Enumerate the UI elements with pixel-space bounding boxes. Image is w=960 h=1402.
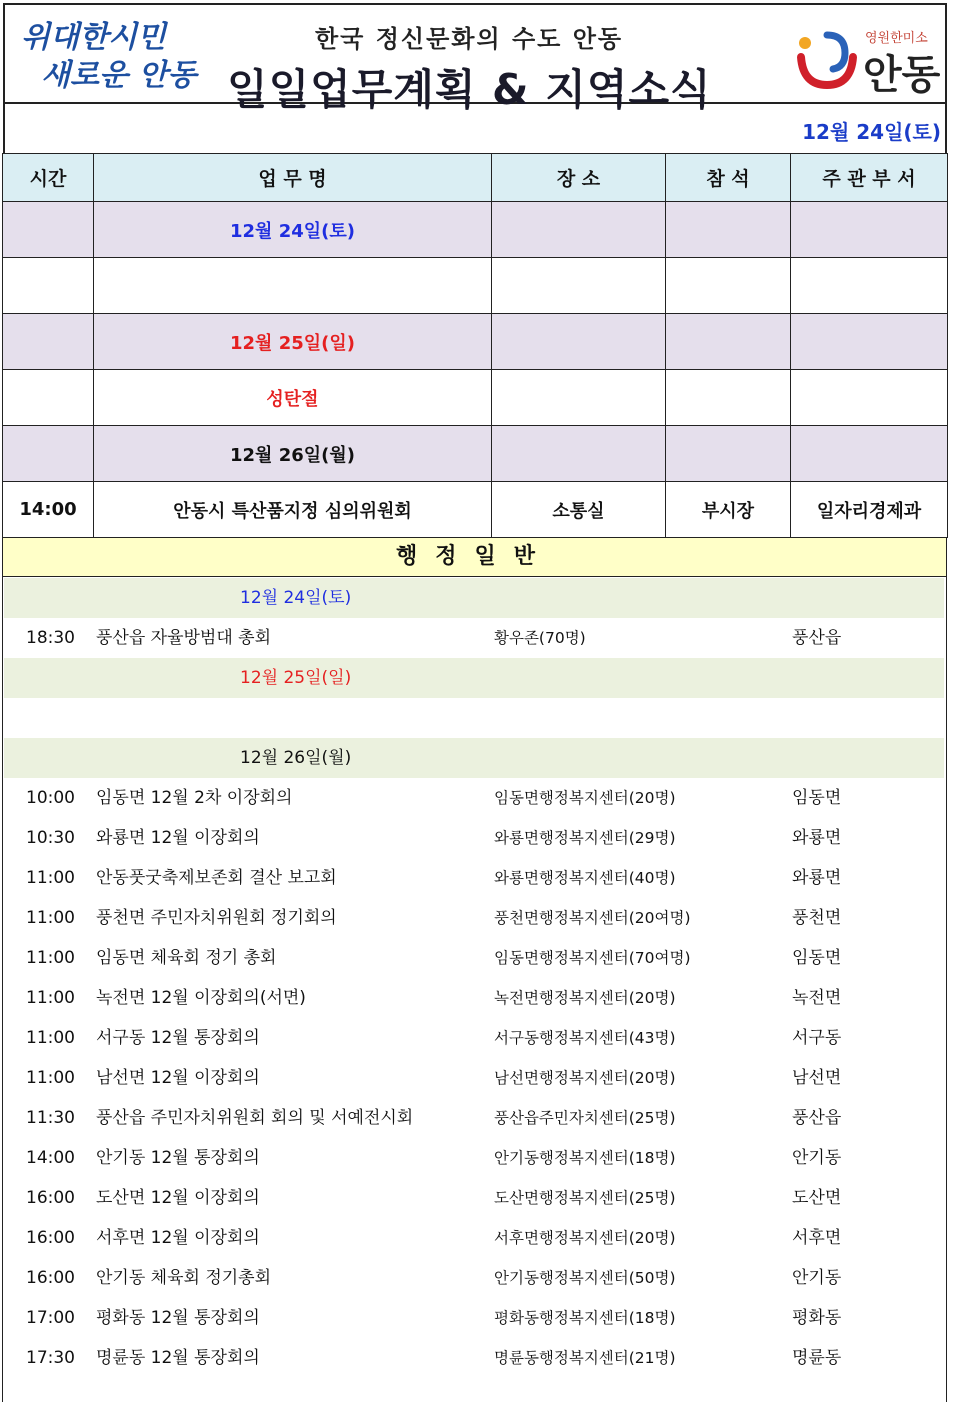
slogan-line-1: 위대한시민: [21, 20, 166, 55]
date-label: 12월 25일(일): [240, 668, 352, 688]
item-title: 평화동 12월 통장회의: [96, 1308, 260, 1328]
item-title: 서구동 12월 통장회의: [96, 1028, 260, 1048]
cell-time: 14:00: [3, 482, 94, 538]
item-time: 16:00: [26, 1188, 75, 1208]
cell-department: 일자리경제과: [791, 482, 948, 538]
table-row: [3, 426, 948, 482]
cell-time: [3, 314, 94, 370]
item-title: 안동풋굿축제보존회 결산 보고회: [96, 868, 337, 888]
cell-department: [791, 426, 948, 482]
item-place: 명륜동행정복지센터(21명): [494, 1349, 676, 1367]
cell-department: [791, 202, 948, 258]
list-item: [4, 938, 944, 978]
table-row: [3, 370, 948, 426]
cell-task: [94, 258, 492, 314]
item-title: 안기동 12월 통장회의: [96, 1148, 260, 1168]
cell-time: [3, 426, 94, 482]
item-title: 임동면 체육회 정기 총회: [96, 948, 277, 968]
item-title: 서후면 12월 이장회의: [96, 1228, 260, 1248]
cell-date-heading: 12월 24일(토): [94, 202, 492, 258]
item-title: 남선면 12월 이장회의: [96, 1068, 260, 1088]
item-title: 녹전면 12월 이장회의(서면): [96, 988, 306, 1008]
list-item: [4, 1138, 944, 1178]
item-department: 남선면: [792, 1068, 842, 1088]
cell-place: [492, 426, 666, 482]
item-place: 도산면행정복지센터(25명): [494, 1189, 676, 1207]
cell-attendee: [666, 370, 791, 426]
cell-department: [791, 314, 948, 370]
item-department: 안기동: [792, 1268, 842, 1288]
item-place: 녹전면행정복지센터(20명): [494, 989, 676, 1007]
item-place: 평화동행정복지센터(18명): [494, 1309, 676, 1327]
cell-place: [492, 370, 666, 426]
item-place: 서구동행정복지센터(43명): [494, 1029, 676, 1047]
item-department: 평화동: [792, 1308, 842, 1328]
cell-time: [3, 202, 94, 258]
cell-attendee: [666, 426, 791, 482]
item-title: 임동면 12월 2차 이장회의: [96, 788, 293, 808]
header-banner: [3, 3, 947, 114]
item-department: 풍천면: [792, 908, 842, 928]
date-label: 12월 26일(월): [240, 748, 352, 768]
cell-department: [791, 370, 948, 426]
item-place: 안기동행정복지센터(18명): [494, 1149, 676, 1167]
cell-attendee: [666, 258, 791, 314]
item-department: 서후면: [792, 1228, 842, 1248]
item-time: 16:00: [26, 1268, 75, 1288]
logo-name: 안동: [863, 52, 941, 98]
item-department: 도산면: [792, 1188, 842, 1208]
item-time: 11:00: [26, 988, 75, 1008]
item-time: 10:30: [26, 828, 75, 848]
item-place: 와룡면행정복지센터(29명): [494, 829, 676, 847]
slogan-line-2: 새로운 안동: [41, 58, 197, 93]
cell-time: [3, 370, 94, 426]
list-item: [4, 1298, 944, 1338]
date-label: 12월 24일(토): [240, 588, 352, 608]
item-department: 풍산읍: [792, 1108, 842, 1128]
cell-task: 안동시 특산품지정 심의위원회: [94, 482, 492, 538]
list-item: [4, 618, 944, 658]
list-item: [4, 858, 944, 898]
list-item: [4, 1098, 944, 1138]
item-department: 녹전면: [792, 988, 842, 1008]
cell-place: [492, 258, 666, 314]
item-place: 황우존(70명): [494, 629, 586, 647]
column-header-attendee: 참 석: [666, 154, 791, 202]
item-department: 서구동: [792, 1028, 842, 1048]
item-place: 풍산읍주민자치센터(25명): [494, 1109, 676, 1127]
document-date-line: [3, 104, 947, 153]
city-slogan: [21, 19, 201, 99]
cell-attendee: [666, 314, 791, 370]
item-title: 도산면 12월 이장회의: [96, 1188, 260, 1208]
item-title: 풍산읍 주민자치위원회 회의 및 서예전시회: [96, 1108, 414, 1128]
andong-logo: [793, 23, 943, 98]
cell-place: 소통실: [492, 482, 666, 538]
cell-attendee: 부시장: [666, 482, 791, 538]
logo-tagline: 영원한미소: [865, 31, 928, 46]
column-header-place: 장 소: [492, 154, 666, 202]
item-title: 와룡면 12월 이장회의: [96, 828, 260, 848]
list-item: [4, 1018, 944, 1058]
list-item: [4, 1258, 944, 1298]
cell-holiday: 성탄절: [94, 370, 492, 426]
andong-smile-icon: [793, 23, 863, 93]
item-place: 서후면행정복지센터(20명): [494, 1229, 676, 1247]
date-band: [4, 738, 944, 778]
item-place: 안기동행정복지센터(50명): [494, 1269, 676, 1287]
item-time: 11:30: [26, 1108, 75, 1128]
table-row: [3, 258, 948, 314]
item-time: 11:00: [26, 1028, 75, 1048]
cell-attendee: [666, 202, 791, 258]
item-place: 와룡면행정복지센터(40명): [494, 869, 676, 887]
item-title: 안기동 체육회 정기총회: [96, 1268, 272, 1288]
list-item: [4, 898, 944, 938]
page-title: 일일업무계획 & 지역소식: [227, 65, 712, 114]
list-item: [4, 978, 944, 1018]
item-department: 와룡면: [792, 868, 842, 888]
cell-place: [492, 314, 666, 370]
date-band: [4, 658, 944, 698]
item-time: 17:30: [26, 1348, 75, 1368]
table-row: [3, 202, 948, 258]
table-header-row: [3, 154, 948, 202]
item-time: 10:00: [26, 788, 75, 808]
item-time: 16:00: [26, 1228, 75, 1248]
item-department: 안기동: [792, 1148, 842, 1168]
item-time: 11:00: [26, 908, 75, 928]
item-title: 풍천면 주민자치위원회 정기회의: [96, 908, 337, 928]
item-time: 11:00: [26, 868, 75, 888]
list-item: [4, 1218, 944, 1258]
cell-date-heading: 12월 25일(일): [94, 314, 492, 370]
item-department: 임동면: [792, 788, 842, 808]
list-item: [4, 1178, 944, 1218]
date-band: [4, 578, 944, 618]
item-time: 18:30: [26, 628, 75, 648]
item-place: 풍천면행정복지센터(20여명): [494, 909, 691, 927]
item-department: 와룡면: [792, 828, 842, 848]
item-time: 14:00: [26, 1148, 75, 1168]
item-place: 임동면행정복지센터(20명): [494, 789, 676, 807]
list-item: [4, 1338, 944, 1378]
cell-place: [492, 202, 666, 258]
item-department: 임동면: [792, 948, 842, 968]
schedule-table: [2, 153, 948, 538]
banner-subtitle: 한국 정신문화의 수도 안동: [315, 25, 624, 53]
table-row: [3, 314, 948, 370]
item-title: 풍산읍 자율방범대 총회: [96, 628, 272, 648]
item-place: 남선면행정복지센터(20명): [494, 1069, 676, 1087]
column-header-time: 시간: [3, 154, 94, 202]
cell-time: [3, 258, 94, 314]
column-header-department: 주 관 부 서: [791, 154, 948, 202]
item-place: 임동면행정복지센터(70여명): [494, 949, 691, 967]
list-item: [4, 1058, 944, 1098]
item-title: 명륜동 12월 통장회의: [96, 1348, 260, 1368]
item-department: 풍산읍: [792, 628, 842, 648]
item-time: 11:00: [26, 948, 75, 968]
document-date: 12월 24일(토): [802, 120, 941, 144]
item-time: 17:00: [26, 1308, 75, 1328]
table-row: [3, 482, 948, 538]
list-item: [4, 778, 944, 818]
admin-section-header: 행정일반: [2, 537, 947, 577]
column-header-task: 업 무 명: [94, 154, 492, 202]
cell-date-heading: 12월 26일(월): [94, 426, 492, 482]
list-item: [4, 818, 944, 858]
item-time: 11:00: [26, 1068, 75, 1088]
item-department: 명륜동: [792, 1348, 842, 1368]
cell-department: [791, 258, 948, 314]
